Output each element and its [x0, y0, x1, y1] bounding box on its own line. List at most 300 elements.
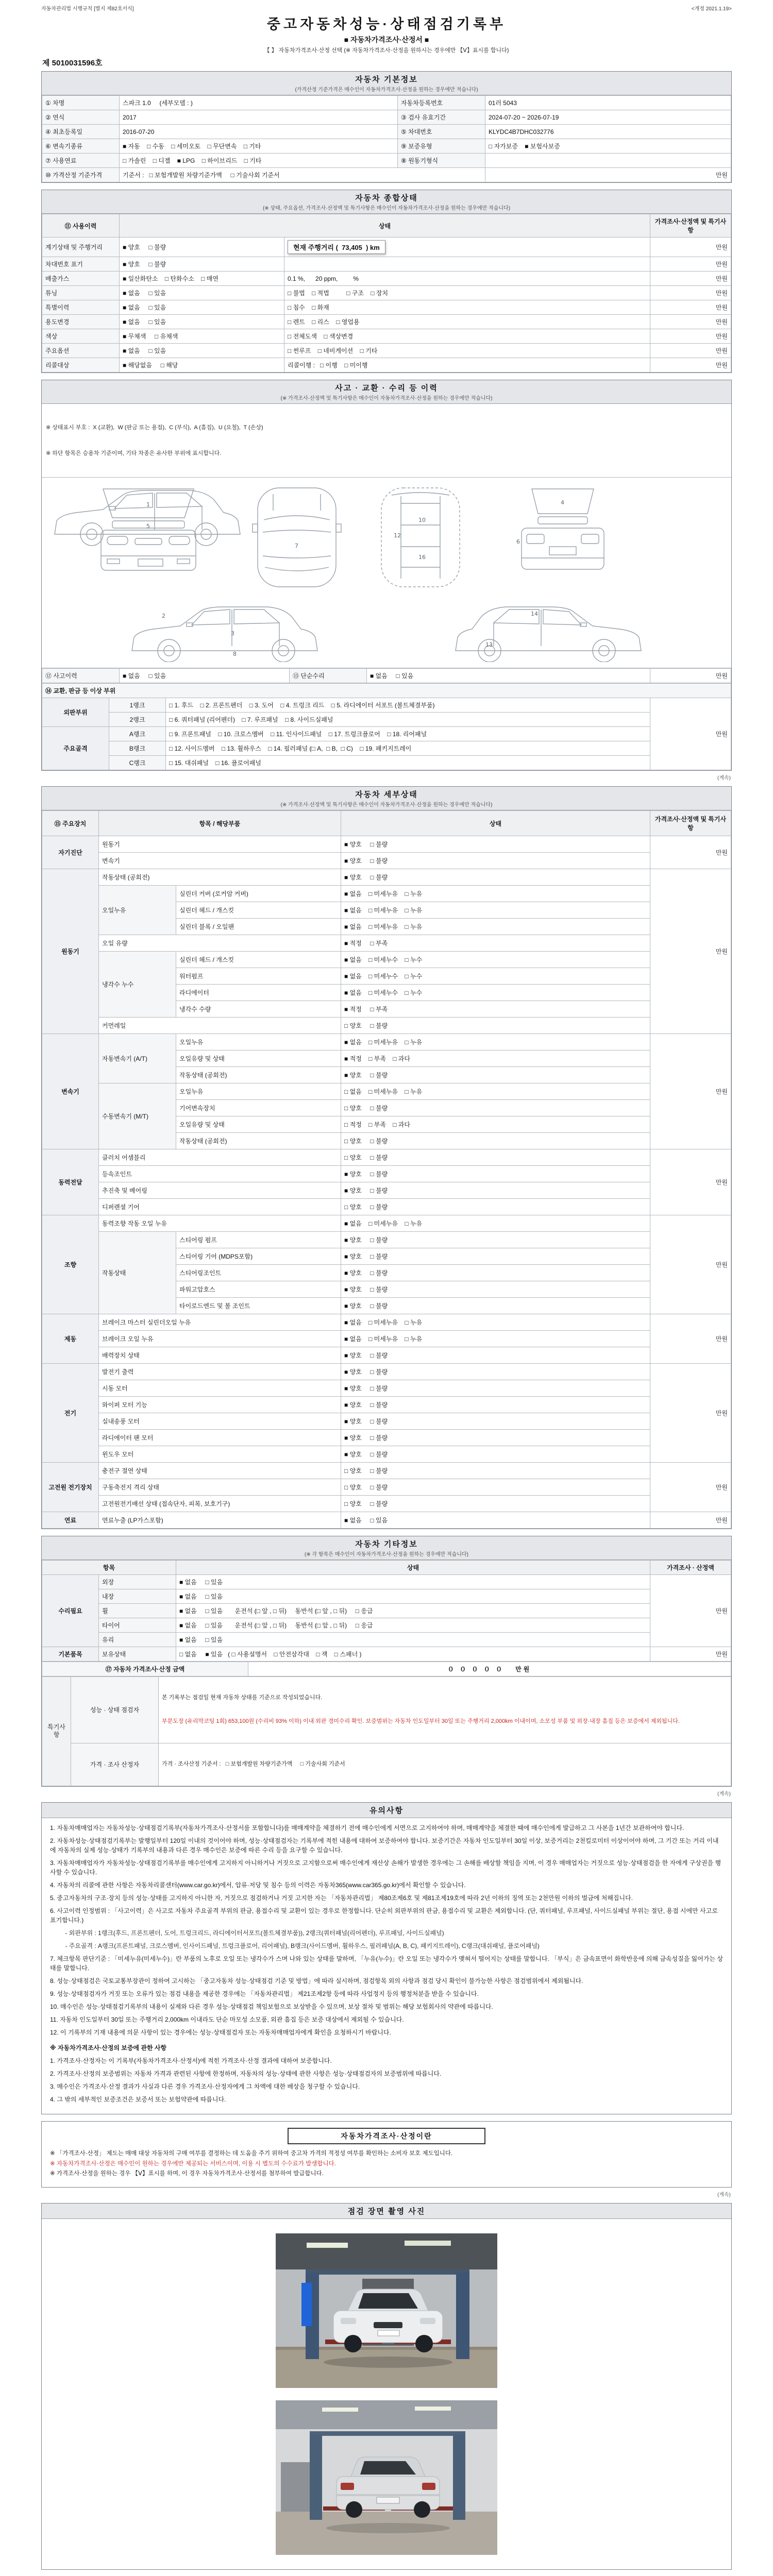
price-cell: 만원	[650, 1575, 731, 1647]
item-label: 라디에이터	[176, 985, 341, 1001]
rank-checks[interactable]: □ 15. 대쉬패널 □ 16. 플로어패널	[166, 756, 650, 770]
notice-item: 4. 자동차의 리콜에 관한 사항은 자동차리콜센터(www.car.go.kr)에서, 압류·저당 및 침수 등의 이력은 자동차365(www.car365.go.kr)에서 확인할 수 있습니다.	[50, 1881, 466, 1889]
status-checks[interactable]: □ 적정 □ 부족 □ 과다	[341, 1116, 650, 1133]
price-cell: 만원	[650, 344, 731, 358]
status-checks[interactable]: ■ 없음 □ 있음 운전석 (□ 앞 , □ 뒤) 동반석 (□ 앞 , □ 뒤) □ 응급	[176, 1618, 650, 1633]
basic-section-header	[42, 72, 731, 95]
item-label: 휠	[99, 1604, 176, 1618]
table-row	[42, 1182, 731, 1199]
table-row	[42, 315, 731, 329]
notice-section-header	[42, 1803, 731, 1818]
basic-info-table	[42, 95, 731, 182]
status-checks[interactable]: ■ 양호 □ 불량	[341, 1265, 650, 1281]
column-header: ⑮ 주요장치	[42, 811, 99, 836]
status-checks[interactable]: ■ 무채색 □ 유채색	[120, 329, 284, 344]
item-label: 동력조향 작동 오일 누유	[99, 1215, 341, 1232]
price-cell: 만원	[650, 238, 731, 257]
column-header: 가격조사·산정액 및 특기사항	[650, 214, 731, 238]
status-checks[interactable]: ■ 양호 □ 불량	[341, 1298, 650, 1314]
item-label: 변속기	[99, 853, 341, 869]
item-label: 작동상태 (공회전)	[99, 869, 341, 886]
field-label: ⑬ 단순수리	[290, 669, 367, 683]
status-checks[interactable]: ■ 없음 □ 있음	[120, 344, 284, 358]
item-label: 실내송풍 모터	[99, 1413, 341, 1430]
continued-marker: (계속)	[717, 2192, 731, 2198]
accident-flags-table	[42, 668, 731, 683]
opinion-text: 가격 · 조사산정 기준서 : □ 보험개발원 차량기준가액 □ 기술사회 기준서	[162, 1760, 345, 1767]
table-row	[42, 886, 731, 902]
price-survey-select-line[interactable]: 【 】 자동차가격조사·산정 선택 (※ 자동차가격조사·산정을 원하시는 경우에만 【Ⅴ】표시를 합니다)	[264, 47, 509, 54]
section-note: (※ 가격조사·산정액 및 특기사항은 매수인이 자동차가격조사·산정을 원하는 경우에만 적습니다)	[280, 396, 493, 401]
table-row	[42, 1633, 731, 1647]
device-group-label: 원동기	[42, 869, 99, 1034]
item-label: 타이어	[99, 1618, 176, 1633]
field-label: ⑫ 사고이력	[42, 669, 120, 683]
field-value[interactable]: □ 자가보증 ■ 보험사보증	[485, 139, 731, 154]
section-inspection-photos	[41, 2203, 732, 2570]
photo-area	[42, 2219, 731, 2569]
table-row	[42, 1215, 731, 1232]
status-checks[interactable]: ■ 양호 □ 불량	[341, 869, 650, 886]
notice-item: 1. 자동차매매업자는 자동차성능·상태점검기록부(자동차가격조사·산정서를 포함합니다)를 매매계약을 체결하기 전에 매수인에게 서면으로 고지하여야 하며, 매매계약을 체결한 때에 매수인에게 발급하고 그 사본을 1년간 보관하여야 합니다.	[50, 1824, 684, 1832]
status-checks[interactable]: ■ 양호 □ 불량	[341, 1430, 650, 1446]
item-label: 구동축전지 격리 상태	[99, 1479, 341, 1496]
item-label: 외장	[99, 1575, 176, 1589]
table-row	[42, 698, 731, 713]
item-label: 스티어링조인트	[176, 1265, 341, 1281]
item-label: 타이로드엔드 및 볼 조인트	[176, 1298, 341, 1314]
svg-text:1: 1	[146, 501, 150, 508]
item-label: 유리	[99, 1633, 176, 1647]
notice-item: - 외판부위 : 1랭크(후드, 프론트펜더, 도어, 트렁크리드, 라디에이터서포트(볼트체결부품)), 2랭크(쿼터패널(리어펜더), 루프패널, 사이드실패널)	[58, 1929, 444, 1937]
table-header-row	[42, 214, 731, 238]
table-row	[42, 1397, 731, 1413]
table-row	[42, 1083, 731, 1100]
item-label: 오일유량 및 상태	[176, 1116, 341, 1133]
usage-history-label: 배출가스	[42, 272, 120, 286]
extra-cell[interactable]: □ 전체도색 □ 색상변경	[284, 329, 650, 344]
table-row	[42, 1463, 731, 1479]
sub-group-label: 자동변속기 (A/T)	[99, 1034, 176, 1083]
notice-item: 5. 중고자동차의 구조·장치 등의 성능·상태를 고지하지 아니한 자, 거짓으로 점검하거나 거짓 고지한 자는 「자동차관리법」 제80조제6호 및 제81조제19호에 따라 2년 이하의 징역 또는 2천만원 이하의 벌금에 처해집니다.	[50, 1894, 633, 1902]
table-row	[42, 713, 731, 727]
section-title: 자동차 종합상태	[355, 194, 418, 202]
item-label: 시동 모터	[99, 1380, 341, 1397]
status-checks[interactable]: ■ 양호 □ 불량	[341, 1067, 650, 1083]
field-value: KLYDC4B7DHC032776	[485, 125, 731, 139]
table-row	[42, 96, 731, 110]
field-label: ⑨ 보증유형	[398, 139, 485, 154]
item-label: 스티어링 기어 (MDPS포함)	[176, 1248, 341, 1265]
status-checks[interactable]: □ 없음 □ 미세누유 □ 누유	[341, 1083, 650, 1100]
section-detail-condition	[41, 786, 732, 1529]
opinion-text-red: 부분도장 (유리막코팅 1회) 653,100원 (수리비 93% 이하) 이내 외판 경미수리 확인. 보증범위는 자동차 인도일부터 30일 또는 주행거리 2,000km 이내이며, 소모성 부품 및 외장·내장 흠집 등은 보증에서 제외됩니다.	[162, 1718, 680, 1724]
status-checks[interactable]: ■ 양호 □ 불량	[341, 1232, 650, 1248]
extra-cell: 0.1 %, 20 ppm, %	[284, 272, 650, 286]
price-cell: 만원	[650, 1149, 731, 1215]
price-cell: 만원	[650, 1215, 731, 1314]
usage-history-label: 튜닝	[42, 286, 120, 300]
table-row	[42, 1232, 731, 1248]
item-label: 오일누유	[176, 1083, 341, 1100]
svg-text:7: 7	[295, 543, 298, 549]
price-cell: 만원	[485, 168, 731, 182]
section-notice	[41, 1802, 732, 2114]
exchange-rank-table	[42, 683, 731, 770]
table-row	[42, 1314, 731, 1331]
item-label: 실린더 헤드 / 개스킷	[176, 952, 341, 968]
table-row	[42, 1575, 731, 1589]
field-label: ② 연식	[42, 110, 120, 125]
extra-cell[interactable]: □ 렌트 □ 리스 □ 영업용	[284, 315, 650, 329]
field-label: ⑥ 변속기종류	[42, 139, 120, 154]
device-group-label: 자기진단	[42, 836, 99, 869]
etc-section-header	[42, 1536, 731, 1560]
field-label: 자동차등록번호	[398, 96, 485, 110]
usage-history-label: 리콜대상	[42, 358, 120, 372]
form-reference: 자동차관리법 시행규칙 [별지 제82호서식]	[41, 6, 134, 12]
table-row	[42, 110, 731, 125]
table-row	[42, 1380, 731, 1397]
rank-checks[interactable]: □ 6. 쿼터패널 (리어펜더) □ 7. 루프패널 □ 8. 사이드실패널	[166, 713, 650, 727]
price-cell: 만원	[650, 869, 731, 1034]
table-row	[42, 286, 731, 300]
status-checks[interactable]: ■ 일산화탄소 □ 탄화수소 □ 매연	[120, 272, 284, 286]
status-checks[interactable]: □ 양호 □ 불량	[341, 1100, 650, 1116]
notice-item: 11. 자동차 인도일부터 30일 또는 주행거리 2,000km 이내라도 단순 마모성 소모품, 외관 흠집 등은 보증 대상에서 제외될 수 있습니다.	[50, 2015, 404, 2023]
column-header: 상태	[120, 214, 650, 238]
status-checks[interactable]: □ 양호 □ 불량	[341, 1496, 650, 1512]
table-row	[42, 238, 731, 257]
table-row	[42, 1018, 731, 1034]
section-price-survey-definition	[41, 2121, 732, 2188]
etc-info-table	[42, 1560, 731, 1662]
overall-section-header	[42, 190, 731, 214]
item-label: 발전기 출력	[99, 1364, 341, 1380]
device-group-label: 제동	[42, 1314, 99, 1364]
section-note: (※ 각 항목은 매수인이 자동차가격조사·산정을 원하는 경우에만 적습니다)	[305, 1552, 468, 1557]
column-header: ⑪ 사용이력	[42, 214, 120, 238]
item-label: 디퍼렌셜 기어	[99, 1199, 341, 1215]
status-checks[interactable]: ■ 양호 □ 불량	[341, 1364, 650, 1380]
field-label: ④ 최초등록일	[42, 125, 120, 139]
opinion-text: 본 기록부는 점검일 현재 자동차 상태를 기준으로 작성되었습니다.	[162, 1694, 323, 1701]
item-label: 원동기	[99, 836, 341, 853]
status-checks[interactable]: ■ 없음 □ 있음	[341, 1512, 650, 1529]
state-symbol-legend	[42, 404, 731, 478]
device-group-label: 연료	[42, 1512, 99, 1529]
panel-group-label: 주요골격	[42, 727, 109, 770]
table-row	[42, 168, 731, 182]
price-cell: 만원	[650, 257, 731, 272]
table-row	[42, 300, 731, 315]
mileage-cell	[284, 238, 650, 257]
status-checks[interactable]: ■ 해당없음 □ 해당	[120, 358, 284, 372]
document-number: 제 5010031596호	[42, 59, 103, 67]
extra-cell[interactable]: 리콜이행 : □ 이행 □ 미이행	[284, 358, 650, 372]
status-checks[interactable]: ■ 없음 □ 미세누유 □ 누유	[341, 1215, 650, 1232]
price-cell: 만원	[650, 1463, 731, 1512]
opinions-side-label: 특기사항	[42, 1677, 71, 1786]
status-checks[interactable]: □ 양호 □ 불량	[341, 1463, 650, 1479]
table-row	[42, 1430, 731, 1446]
extra-cell[interactable]: □ 썬루프 □ 네비게이션 □ 기타	[284, 344, 650, 358]
field-value: 01러 5043	[485, 96, 731, 110]
column-header: 상태	[341, 811, 650, 836]
detail-section-header	[42, 787, 731, 810]
item-label: 와이퍼 모터 기능	[99, 1397, 341, 1413]
table-row	[42, 1199, 731, 1215]
extra-cell[interactable]: □ 침수 □ 화재	[284, 300, 650, 315]
item-label: 브레이크 오일 누유	[99, 1331, 341, 1347]
title-block	[41, 13, 732, 54]
price-cell: 만원	[650, 286, 731, 300]
rank-label: 2랭크	[109, 713, 166, 727]
status-checks[interactable]: □ 양호 □ 불량	[341, 1479, 650, 1496]
column-header: 항목	[42, 1561, 176, 1575]
status-checks[interactable]: ■ 양호 □ 불량	[341, 1413, 650, 1430]
document-page	[41, 0, 732, 2576]
table-row	[42, 344, 731, 358]
item-label: 추진축 및 베어링	[99, 1182, 341, 1199]
opinion-content[interactable]	[159, 1743, 731, 1786]
status-checks[interactable]: ■ 없음 □ 미세누유 □ 누유	[341, 1034, 650, 1050]
svg-text:2: 2	[162, 613, 165, 619]
status-checks[interactable]: ■ 양호 □ 불량	[341, 1166, 650, 1182]
status-checks[interactable]: ■ 양호 □ 불량	[341, 1380, 650, 1397]
status-checks[interactable]: ■ 없음 □ 미세누유 □ 누유	[341, 886, 650, 902]
legend-line-2: ※ 하단 항목은 승용차 기준이며, 기타 차종은 유사한 부위에 표시합니다.	[46, 450, 222, 456]
field-label: ③ 검사 유효기간	[398, 110, 485, 125]
status-checks[interactable]: □ 양호 □ 불량	[341, 1149, 650, 1166]
notice-item: - 주요골격 : A랭크(프론트패널, 크로스멤버, 인사이드패널, 트렁크플로어, 리어패널), B랭크(사이드멤버, 휠하우스, 필러패널(A, B, C), 패키지트레이), C랭크(대쉬패널, 플로어패널)	[58, 1942, 540, 1950]
table-row	[42, 1347, 731, 1364]
notice-item: 2. 자동차성능·상태점검기록부는 발행일부터 120일 이내의 것이어야 하며, 성능·상태점검자는 기록부에 적힌 내용에 대하여 보증하여야 합니다. 보증기간은 자동차 인도일부터 30일 이상, 보증거리는 2천킬로미터 이상이어야 하며, 그 기간 또는 거리 이내에 자동차의 실제 성능·상태가 기록부의 내용과 다른 경우 매수인은 보증에 따른 수리 등을 요구할 수 있습니다.	[50, 1837, 719, 1854]
price-cell: 만원	[650, 1034, 731, 1149]
table-row	[42, 1479, 731, 1496]
field-value: 2016-07-20	[120, 125, 398, 139]
rank-label: A랭크	[109, 727, 166, 741]
price-cell: 만원	[650, 1647, 731, 1662]
status-checks[interactable]: ■ 없음 □ 있음	[176, 1633, 650, 1647]
checkbox-group[interactable]: ■ 없음 □ 있음	[367, 669, 650, 683]
status-checks[interactable]: ■ 없음 □ 있음	[120, 300, 284, 315]
extra-cell[interactable]: □ 불법 □ 적법 □ 구조 □ 장치	[284, 286, 650, 300]
car-diagram-svg	[52, 481, 721, 662]
table-row	[42, 1166, 731, 1182]
notice-item: 3. 매수인은 가격조사·산정 결과가 사실과 다른 경우 가격조사·산정자에게 그 차액에 대한 배상을 청구할 수 있습니다.	[50, 2082, 360, 2090]
status-checks[interactable]: ■ 양호 □ 불량	[341, 1397, 650, 1413]
status-checks[interactable]: ■ 양호 □ 불량	[120, 257, 284, 272]
field-value[interactable]: ■ 자동 □ 수동 □ 세미오토 □ 무단변속 □ 기타	[120, 139, 398, 154]
status-checks[interactable]: ■ 적정 □ 부족	[341, 935, 650, 952]
legend-line-1: ※ 상태표시 부호 : X (교환), W (판금 또는 용접), C (부식), A (흠집), U (요철), T (손상)	[46, 425, 263, 431]
field-value	[485, 154, 731, 168]
detail-condition-table	[42, 810, 731, 1529]
svg-text:6: 6	[516, 538, 520, 545]
column-header: 상태	[176, 1561, 650, 1575]
pricebox-line: ※ 「가격조사·산정」 제도는 매매 대상 자동차의 구매 여부를 결정하는 데 도움을 주기 위하여 중고차 가격의 적정성 여부를 확인하는 소비자 보호 제도입니다.	[50, 2150, 453, 2157]
continued-marker: (계속)	[717, 775, 731, 781]
section-title: 사고 · 교환 · 수리 등 이력	[335, 384, 438, 393]
status-checks[interactable]: ■ 양호 □ 불량	[341, 836, 650, 853]
table-row	[42, 329, 731, 344]
price-cell: 만원	[650, 669, 731, 683]
rank-checks[interactable]: □ 9. 프론트패널 □ 10. 크로스멤버 □ 11. 인사이드패널 □ 17. 트렁크플로어 □ 18. 리어패널	[166, 727, 650, 741]
sub-group-label: 작동상태	[99, 1232, 176, 1314]
table-row	[42, 853, 731, 869]
item-label: 배력장치 상태	[99, 1347, 341, 1364]
table-row	[42, 1331, 731, 1347]
notice-item: 3. 자동차매매업자가 자동차성능·상태점검기록부를 매수인에게 고지하지 아니하거나 거짓으로 고지함으로써 매수인에게 재산상 손해가 발생한 경우에는 그 손해를 배상할 책임을 지며, 이 경우 매매업자는 거짓으로 성능·상태점검을 한 자에게 구상권을 행사할 수 있습니다.	[50, 1859, 721, 1876]
notice-item: 10. 매수인은 성능·상태점검기록부의 내용이 실제와 다른 경우 성능·상태점검 책임보험으로 보상받을 수 있으며, 보상 절차 및 범위는 해당 보험회사의 약관에 따릅니다.	[50, 2003, 493, 2010]
table-row	[42, 1662, 731, 1676]
opinions-table	[42, 1676, 731, 1786]
notice-item: 6. 사고이력 인정범위 : 「사고이력」은 사고로 자동차 주요골격 부위의 판금, 용접수리 및 교환이 있는 경우로 한정합니다. 단순히 외판부위의 판금, 용접수리 및 교환은 제외합니다. (단, 쿼터패널, 루프패널, 사이드실패널 부위는 절단, 용접 시에만 사고로 표기합니다.)	[50, 1907, 720, 1924]
status-checks[interactable]: ■ 양호 □ 불량	[120, 238, 284, 257]
rank-label: 1랭크	[109, 698, 166, 713]
status-checks[interactable]: ■ 없음 □ 미세누유 □ 누유	[341, 1331, 650, 1347]
inspection-photo-front	[276, 2233, 497, 2388]
status-checks[interactable]: ■ 양호 □ 불량	[341, 1281, 650, 1298]
basis-checkbox-group[interactable]: 기준서 : □ 보험개발원 차량기준가액 □ 기술사회 기준서	[120, 168, 485, 182]
status-checks[interactable]: ■ 없음 □ 미세누수 □ 누수	[341, 968, 650, 985]
rank-checks[interactable]: □ 1. 후드 □ 2. 프론트펜더 □ 3. 도어 □ 4. 트렁크 리드 □ 5. 라디에이터 서포트 (볼트체결부품)	[166, 698, 650, 713]
status-checks[interactable]: □ 양호 □ 불량	[341, 1199, 650, 1215]
status-checks[interactable]: ■ 없음 □ 미세누수 □ 누수	[341, 952, 650, 968]
notice-item: ※ 자동차가격조사·산정의 보증에 관한 사항	[50, 2044, 167, 2052]
item-label: 내장	[99, 1589, 176, 1604]
status-checks[interactable]: ■ 없음 □ 있음	[120, 286, 284, 300]
item-label: 작동상태 (공회전)	[176, 1067, 341, 1083]
status-checks[interactable]: □ 양호 □ 불량	[341, 1018, 650, 1034]
page-subtitle: ■ 자동차가격조사·산정서 ■	[344, 36, 429, 44]
usage-history-label: 특별이력	[42, 300, 120, 315]
form-revision: <개정 2021.1.19>	[691, 6, 732, 12]
device-group-label: 조향	[42, 1215, 99, 1314]
opinion-role: 성능 · 상태 점검자	[71, 1677, 159, 1743]
status-checks[interactable]: ■ 없음 □ 있음	[120, 315, 284, 329]
table-row	[42, 1364, 731, 1380]
item-label: 연료누출 (LP가스포함)	[99, 1512, 341, 1529]
table-row	[42, 272, 731, 286]
price-cell: 만원	[650, 1364, 731, 1463]
extra-cell	[284, 257, 650, 272]
notice-item: 2. 가격조사·산정의 보증범위는 자동차 가격과 관련된 사항에 한정하며, 자동차의 성능·상태에 관한 사항은 성능·상태점검자의 보증범위에 따릅니다.	[50, 2070, 442, 2077]
svg-text:16: 16	[418, 554, 426, 561]
status-checks[interactable]: ■ 없음 □ 미세누유 □ 누유	[341, 1314, 650, 1331]
svg-text:10: 10	[418, 517, 426, 523]
status-checks[interactable]: ■ 양호 □ 불량	[341, 1248, 650, 1265]
table-header-row	[42, 811, 731, 836]
section-etc-info	[41, 1536, 732, 1787]
usage-history-label: 색상	[42, 329, 120, 344]
sub-group-label: 냉각수 누수	[99, 952, 176, 1018]
table-row	[42, 257, 731, 272]
status-checks[interactable]: ■ 적정 □ 부족	[341, 1001, 650, 1018]
status-checks[interactable]: ■ 양호 □ 불량	[341, 1446, 650, 1463]
field-value[interactable]: □ 가솔린 □ 디젤 ■ LPG □ 하이브리드 □ 기타	[120, 154, 398, 168]
table-row	[42, 358, 731, 372]
svg-text:3: 3	[231, 630, 234, 637]
field-label: ⑩ 가격산정 기준가격	[42, 168, 120, 182]
status-checks[interactable]: ■ 없음 □ 미세누수 □ 누수	[341, 985, 650, 1001]
section-title: 자동차 기타정보	[355, 1540, 418, 1549]
item-label: 오일 유량	[99, 935, 341, 952]
status-checks[interactable]: ■ 적정 □ 부족 □ 과다	[341, 1050, 650, 1067]
rank-checks[interactable]: □ 12. 사이드멤버 □ 13. 휠하우스 □ 14. 필러패널 (□ A, □ B, □ C) □ 19. 패키지트레이	[166, 741, 650, 756]
section-title: 유의사항	[369, 1806, 404, 1815]
etc-group-label: 수리필요	[42, 1575, 99, 1647]
opinion-role: 가격 · 조사 산정자	[71, 1743, 159, 1786]
status-checks[interactable]: ■ 없음 □ 있음	[176, 1589, 650, 1604]
item-label: 브레이크 마스터 실린더오일 누유	[99, 1314, 341, 1331]
price-summary-label: ⑰ 자동차 가격조사·산정 금액	[42, 1662, 248, 1676]
item-label: 파워고압호스	[176, 1281, 341, 1298]
table-header-row	[42, 1561, 731, 1575]
table-row	[42, 669, 731, 683]
price-cell: 만원	[650, 1314, 731, 1364]
table-row	[42, 1496, 731, 1512]
item-label: 오일누유	[176, 1034, 341, 1050]
section-accident-history	[41, 380, 732, 771]
price-cell: 만원	[650, 836, 731, 869]
form-reference-row	[41, 4, 732, 12]
opinion-content	[159, 1677, 731, 1743]
status-checks[interactable]: ■ 없음 □ 미세누유 □ 누유	[341, 919, 650, 935]
device-group-label: 전기	[42, 1364, 99, 1463]
svg-text:14: 14	[531, 611, 538, 617]
status-checks[interactable]: ■ 없음 □ 미세누유 □ 누유	[341, 902, 650, 919]
table-row	[42, 154, 731, 168]
overall-condition-table	[42, 214, 731, 372]
svg-text:13: 13	[485, 641, 493, 648]
table-row	[42, 1647, 731, 1662]
car-damage-diagram	[42, 478, 731, 668]
pricebox-inner	[42, 2122, 731, 2187]
item-label: 윈도우 모터	[99, 1446, 341, 1463]
table-row	[42, 1743, 731, 1786]
section-title: 점검 장면 촬영 사진	[347, 2207, 426, 2216]
checkbox-group[interactable]: ■ 없음 □ 있음	[120, 669, 290, 683]
section-title: 자동차 기본정보	[355, 75, 418, 84]
notice-item: 12. 이 기록부의 기재 내용에 의문 사항이 있는 경우에는 성능·상태점검자 또는 자동차매매업자에게 확인을 요청하시기 바랍니다.	[50, 2028, 391, 2036]
status-checks[interactable]: ■ 양호 □ 불량	[341, 1347, 650, 1364]
status-checks[interactable]: ■ 양호 □ 불량	[341, 853, 650, 869]
section-note: (가격산정 기준가격은 매수인이 자동차가격조사·산정을 원하는 경우에만 적습니다)	[295, 87, 478, 93]
status-checks[interactable]: □ 없음 ■ 있음 ( □ 사용설명서 □ 안전삼각대 □ 잭 □ 스패너 )	[176, 1647, 650, 1662]
section-note: (※ 가격조사·산정액 및 특기사항은 매수인이 자동차가격조사·산정을 원하는 경우에만 적습니다)	[280, 802, 493, 808]
price-cell: 만원	[650, 358, 731, 372]
item-label: 오일유량 및 상태	[176, 1050, 341, 1067]
item-label: 충전구 절연 상태	[99, 1463, 341, 1479]
status-checks[interactable]: ■ 없음 □ 있음	[176, 1575, 650, 1589]
status-checks[interactable]: □ 양호 □ 불량	[341, 1133, 650, 1149]
table-row	[42, 741, 731, 756]
column-header: 가격조사 · 산정액	[650, 1561, 731, 1575]
item-label: 작동상태 (공회전)	[176, 1133, 341, 1149]
table-row	[42, 684, 731, 698]
field-value: 2024-07-20 ~ 2026-07-19	[485, 110, 731, 125]
page-title: 중고자동차성능·상태점검기록부	[266, 16, 507, 32]
device-group-label: 변속기	[42, 1034, 99, 1149]
status-checks[interactable]: ■ 양호 □ 불량	[341, 1182, 650, 1199]
etc-group-label: 기본품목	[42, 1647, 99, 1662]
status-checks[interactable]: ■ 없음 □ 있음 운전석 (□ 앞 , □ 뒤) 동반석 (□ 앞 , □ 뒤) □ 응급	[176, 1604, 650, 1618]
rank-label: B랭크	[109, 741, 166, 756]
usage-history-label: 용도변경	[42, 315, 120, 329]
table-row	[42, 727, 731, 741]
